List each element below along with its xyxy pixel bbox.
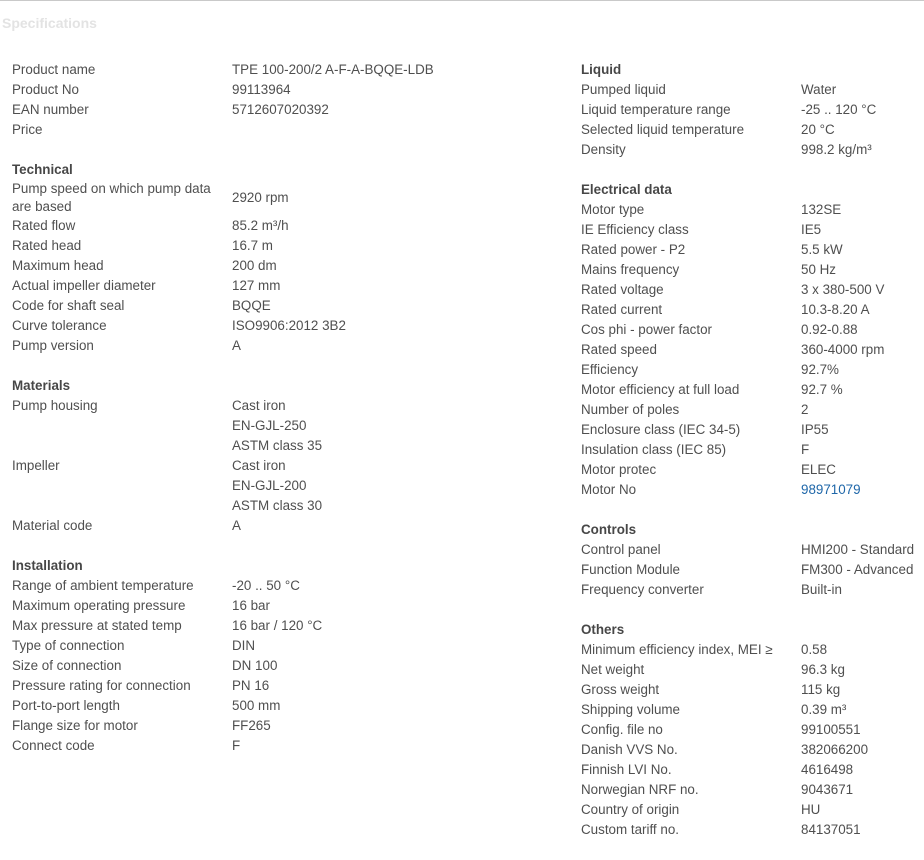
spec-label: Maximum operating pressure <box>12 598 186 613</box>
spec-row-control-panel <box>581 540 924 560</box>
spec-value: 3 x 380-500 V <box>801 282 885 297</box>
spec-row-maximum-head <box>12 256 572 276</box>
spec-label: Liquid temperature range <box>581 102 731 117</box>
spec-value: TPE 100-200/2 A-F-A-BQQE-LDB <box>232 62 434 77</box>
spec-label: Control panel <box>581 542 661 557</box>
spec-section-others <box>581 620 924 840</box>
spec-label: Net weight <box>581 662 645 677</box>
spec-row-efficiency <box>581 360 924 380</box>
spec-value: 20 °C <box>801 122 835 137</box>
spec-label: Enclosure class (IEC 34-5) <box>581 422 741 437</box>
spec-value-group <box>801 320 858 340</box>
spec-row-ie-efficiency-class <box>581 220 924 240</box>
spec-value-group <box>232 656 277 676</box>
spec-row-range-of-ambient-temperature <box>12 576 572 596</box>
spec-row-danish-vvs-no <box>581 740 924 760</box>
spec-value-group <box>801 720 861 740</box>
spec-value: DIN <box>232 638 256 653</box>
motor-number-link[interactable]: 98971079 <box>801 482 861 497</box>
spec-value: 92.7 % <box>801 382 843 397</box>
spec-value: HMI200 - Standard <box>801 542 915 557</box>
spec-value: 0.92-0.88 <box>801 322 858 337</box>
section-title: Electrical data <box>581 182 672 197</box>
spec-row-port-to-port-length <box>12 696 572 716</box>
spec-row-minimum-efficiency-index-mei <box>581 640 924 660</box>
spec-value: 115 kg <box>801 682 841 697</box>
spec-label: Max pressure at stated temp <box>12 618 182 633</box>
spec-label: Motor efficiency at full load <box>581 382 740 397</box>
spec-row-actual-impeller-diameter <box>12 276 572 296</box>
spec-value: 0.58 <box>801 642 828 657</box>
spec-row-finnish-lvi-no <box>581 760 924 780</box>
spec-label: Type of connection <box>12 638 125 653</box>
spec-value-group <box>801 380 843 400</box>
spec-value-group <box>801 820 861 840</box>
spec-row-rated-voltage <box>581 280 924 300</box>
spec-value: 200 dm <box>232 258 277 273</box>
spec-value-group <box>801 240 843 260</box>
spec-value-group <box>801 340 884 360</box>
spec-value-group <box>232 296 271 316</box>
spec-value-group <box>232 188 289 208</box>
section-title: Controls <box>581 522 637 537</box>
spec-value-group <box>801 660 845 680</box>
spec-row-impeller <box>12 456 572 516</box>
spec-value-group <box>232 516 241 536</box>
spec-value-group <box>232 396 322 456</box>
spec-value: FM300 - Advanced <box>801 562 914 577</box>
spec-value: ISO9906:2012 3B2 <box>232 318 346 333</box>
spec-value-group <box>232 316 346 336</box>
spec-label: Frequency converter <box>581 582 704 597</box>
spec-value: IE5 <box>801 222 822 237</box>
spec-label: Density <box>581 142 626 157</box>
spec-row-max-pressure-at-stated-temp <box>12 616 572 636</box>
spec-label: Efficiency <box>581 362 639 377</box>
spec-value: 85.2 m³/h <box>232 218 289 233</box>
spec-row-selected-liquid-temperature <box>581 120 924 140</box>
spec-label: Rated head <box>12 238 82 253</box>
spec-value-group <box>801 360 839 380</box>
spec-value: 16 bar / 120 °C <box>232 618 323 633</box>
spec-value: 998.2 kg/m³ <box>801 142 872 157</box>
spec-row-pumped-liquid <box>581 80 924 100</box>
spec-row-ean-number <box>12 100 572 120</box>
spec-label: Config. file no <box>581 722 663 737</box>
spec-row-country-of-origin <box>581 800 924 820</box>
spec-row-liquid-temperature-range <box>581 100 924 120</box>
spec-label: Rated power - P2 <box>581 242 686 257</box>
right-spec-column <box>581 60 924 860</box>
spec-value-group <box>801 80 836 100</box>
spec-value: 16.7 m <box>232 238 273 253</box>
spec-value-group <box>232 676 269 696</box>
spec-label: Maximum head <box>12 258 104 273</box>
spec-section-materials <box>12 376 572 536</box>
spec-value: A <box>232 338 241 353</box>
spec-value-group <box>801 420 829 440</box>
spec-label: Product name <box>12 62 96 77</box>
spec-row-cos-phi-power-factor <box>581 320 924 340</box>
spec-label: Curve tolerance <box>12 318 107 333</box>
spec-label: Impeller <box>12 458 60 473</box>
spec-label: Actual impeller diameter <box>12 278 156 293</box>
spec-row-motor-efficiency-at-full-load <box>581 380 924 400</box>
spec-label: Rated current <box>581 302 663 317</box>
spec-value-group <box>801 480 861 500</box>
spec-value-group <box>801 560 913 580</box>
spec-label: Size of connection <box>12 658 122 673</box>
spec-row-connect-code <box>12 736 572 756</box>
spec-value-group <box>801 540 914 560</box>
section-title: Liquid <box>581 62 622 77</box>
spec-section-general <box>12 60 572 140</box>
spec-label: Motor type <box>581 202 645 217</box>
spec-value-group <box>801 580 842 600</box>
spec-row-material-code <box>12 516 572 536</box>
spec-row-function-module <box>581 560 924 580</box>
spec-value-group <box>232 256 277 276</box>
spec-label: Country of origin <box>581 802 680 817</box>
spec-value-group <box>232 576 300 596</box>
spec-row-norwegian-nrf-no <box>581 780 924 800</box>
spec-row-number-of-poles <box>581 400 924 420</box>
spec-section-liquid <box>581 60 924 160</box>
spec-label: Shipping volume <box>581 702 681 717</box>
spec-value-group <box>801 300 870 320</box>
spec-value: ASTM class 35 <box>232 438 323 453</box>
spec-label: Insulation class (IEC 85) <box>581 442 727 457</box>
spec-label: Motor No <box>581 482 637 497</box>
spec-label: Connect code <box>12 738 95 753</box>
spec-value-group <box>232 456 322 516</box>
spec-value-group <box>232 236 273 256</box>
spec-value-group <box>801 280 884 300</box>
spec-value-group <box>801 200 841 220</box>
spec-label: Cos phi - power factor <box>581 322 712 337</box>
spec-row-motor-protec <box>581 460 924 480</box>
spec-section-electrical-data <box>581 180 924 500</box>
spec-value: Cast iron <box>232 458 286 473</box>
spec-label: Selected liquid temperature <box>581 122 745 137</box>
spec-value: 92.7% <box>801 362 839 377</box>
spec-value: 10.3-8.20 A <box>801 302 870 317</box>
spec-label: Custom tariff no. <box>581 822 679 837</box>
spec-section-installation <box>12 556 572 756</box>
page-title: Specifications <box>2 15 97 31</box>
spec-value: Built-in <box>801 582 842 597</box>
spec-row-price <box>12 120 572 140</box>
spec-value-group <box>232 216 289 236</box>
spec-label: Rated flow <box>12 218 76 233</box>
spec-value: EN-GJL-250 <box>232 418 307 433</box>
spec-label: Pump speed on which pump data are based <box>12 181 211 214</box>
spec-label: EAN number <box>12 102 89 117</box>
spec-value: 2 <box>801 402 809 417</box>
spec-row-config-file-no <box>581 720 924 740</box>
spec-value-group <box>801 680 840 700</box>
spec-value: 99100551 <box>801 722 861 737</box>
spec-value: IP55 <box>801 422 829 437</box>
spec-label: Price <box>12 122 43 137</box>
spec-value-group <box>801 140 872 160</box>
spec-value-group <box>801 740 868 760</box>
spec-row-frequency-converter <box>581 580 924 600</box>
spec-row-product-name <box>12 60 572 80</box>
spec-value: ELEC <box>801 462 836 477</box>
spec-label: Pumped liquid <box>581 82 666 97</box>
spec-label: Number of poles <box>581 402 680 417</box>
spec-value: A <box>232 518 241 533</box>
spec-row-type-of-connection <box>12 636 572 656</box>
spec-row-shipping-volume <box>581 700 924 720</box>
spec-value: 4616498 <box>801 762 854 777</box>
spec-label: Mains frequency <box>581 262 680 277</box>
spec-value-group <box>801 760 853 780</box>
spec-label: Motor protec <box>581 462 657 477</box>
spec-value: 9043671 <box>801 782 854 797</box>
spec-label: Rated voltage <box>581 282 664 297</box>
spec-row-pressure-rating-for-connection <box>12 676 572 696</box>
section-title: Others <box>581 622 625 637</box>
spec-row-rated-flow <box>12 216 572 236</box>
spec-row-net-weight <box>581 660 924 680</box>
spec-value-group <box>801 640 827 660</box>
spec-row-size-of-connection <box>12 656 572 676</box>
spec-value-group <box>232 336 241 356</box>
spec-value: 16 bar <box>232 598 270 613</box>
spec-value: 5.5 kW <box>801 242 843 257</box>
spec-value: BQQE <box>232 298 271 313</box>
spec-value-group <box>801 780 853 800</box>
spec-value-group <box>232 736 240 756</box>
spec-value: 96.3 kg <box>801 662 845 677</box>
spec-label: Code for shaft seal <box>12 298 125 313</box>
spec-value: 382066200 <box>801 742 869 757</box>
spec-row-motor-type <box>581 200 924 220</box>
spec-value-group <box>801 120 835 140</box>
spec-value-group <box>232 276 280 296</box>
spec-label: Pump version <box>12 338 94 353</box>
spec-value: -25 .. 120 °C <box>801 102 877 117</box>
spec-value: 127 mm <box>232 278 281 293</box>
section-title: Installation <box>12 558 83 573</box>
spec-row-enclosure-class-iec-34-5 <box>581 420 924 440</box>
spec-label: Rated speed <box>581 342 657 357</box>
spec-value-group <box>801 220 821 240</box>
spec-value-group <box>232 716 271 736</box>
spec-label: Norwegian NRF no. <box>581 782 699 797</box>
spec-value-group <box>232 696 280 716</box>
spec-value-group <box>232 100 329 120</box>
spec-section-controls <box>581 520 924 600</box>
spec-row-mains-frequency <box>581 260 924 280</box>
spec-value-group <box>801 260 836 280</box>
spec-value-group <box>232 60 434 80</box>
spec-row-custom-tariff-no <box>581 820 924 840</box>
spec-label: Gross weight <box>581 682 660 697</box>
section-title: Materials <box>12 378 71 393</box>
spec-value: 5712607020392 <box>232 102 329 117</box>
spec-row-rated-head <box>12 236 572 256</box>
section-title: Technical <box>12 162 73 177</box>
spec-value: 0.39 m³ <box>801 702 847 717</box>
spec-row-rated-power-p2 <box>581 240 924 260</box>
spec-value-group <box>232 616 322 636</box>
spec-value: 500 mm <box>232 698 281 713</box>
spec-section-technical <box>12 160 572 356</box>
spec-row-product-no <box>12 80 572 100</box>
spec-row-insulation-class-iec-85 <box>581 440 924 460</box>
spec-row-rated-speed <box>581 340 924 360</box>
spec-row-maximum-operating-pressure <box>12 596 572 616</box>
spec-value-group <box>801 100 876 120</box>
spec-value: 50 Hz <box>801 262 836 277</box>
spec-value: 132SE <box>801 202 842 217</box>
spec-label: Product No <box>12 82 79 97</box>
spec-value: F <box>232 738 241 753</box>
spec-value: 360-4000 rpm <box>801 342 885 357</box>
spec-label: Range of ambient temperature <box>12 578 194 593</box>
spec-label: Flange size for motor <box>12 718 138 733</box>
spec-value: PN 16 <box>232 678 270 693</box>
spec-value-group <box>801 460 836 480</box>
spec-label: Function Module <box>581 562 680 577</box>
spec-value: EN-GJL-200 <box>232 478 307 493</box>
spec-row-pump-housing <box>12 396 572 456</box>
spec-label: Pressure rating for connection <box>12 678 191 693</box>
spec-value: Cast iron <box>232 398 286 413</box>
spec-label: Danish VVS No. <box>581 742 678 757</box>
spec-value: 2920 rpm <box>232 190 289 205</box>
spec-row-pump-version <box>12 336 572 356</box>
spec-value-group <box>801 400 808 420</box>
spec-value-group <box>801 800 820 820</box>
spec-label: Minimum efficiency index, MEI ≥ <box>581 642 773 657</box>
spec-value: Water <box>801 82 837 97</box>
spec-value: 84137051 <box>801 822 861 837</box>
spec-value-group <box>232 596 270 616</box>
spec-row-motor-no <box>581 480 924 500</box>
spec-row-rated-current <box>581 300 924 320</box>
spec-row-density <box>581 140 924 160</box>
spec-value: 99113964 <box>232 82 291 97</box>
left-spec-column <box>12 60 572 776</box>
spec-row-gross-weight <box>581 680 924 700</box>
spec-value: F <box>801 442 810 457</box>
spec-label: Material code <box>12 518 93 533</box>
spec-row-flange-size-for-motor <box>12 716 572 736</box>
spec-row-code-for-shaft-seal <box>12 296 572 316</box>
spec-row-pump-speed-on-which-pump-data-are-based <box>12 180 572 216</box>
spec-label: Pump housing <box>12 398 98 413</box>
spec-value-group <box>232 80 291 100</box>
spec-value-group <box>801 700 846 720</box>
spec-value: FF265 <box>232 718 271 733</box>
spec-row-curve-tolerance <box>12 316 572 336</box>
spec-value-group <box>801 440 809 460</box>
top-divider <box>0 0 924 1</box>
spec-value: ASTM class 30 <box>232 498 323 513</box>
spec-label: Port-to-port length <box>12 698 120 713</box>
spec-label: Finnish LVI No. <box>581 762 672 777</box>
spec-value: DN 100 <box>232 658 278 673</box>
spec-value: -20 .. 50 °C <box>232 578 300 593</box>
spec-label: IE Efficiency class <box>581 222 689 237</box>
spec-value: HU <box>801 802 821 817</box>
spec-value-group <box>232 636 255 656</box>
